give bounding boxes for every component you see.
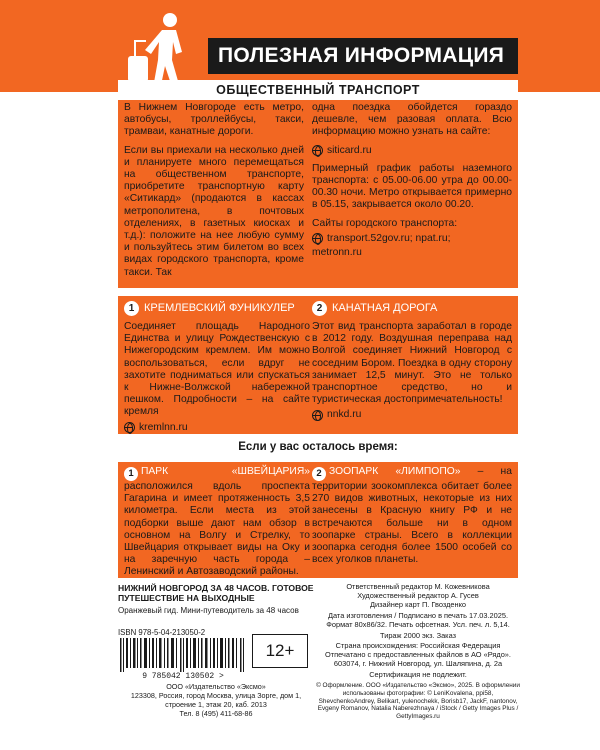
age-rating-badge: 12+ (252, 634, 308, 668)
imprint-line: Художественный редактор А. Гусев (357, 590, 479, 600)
globe-icon (312, 410, 323, 421)
imprint-line: Тираж 2000 экз. Заказ (380, 630, 456, 640)
globe-icon (312, 145, 323, 156)
metronn-link[interactable]: metronn.ru (312, 247, 362, 259)
isbn: ISBN 978-5-04-213050-2 (118, 628, 206, 637)
park-section (124, 466, 310, 585)
cable-car-title: КАНАТНАЯ ДОРОГА (332, 302, 438, 315)
imprint-line: Отпечатано с предоставленных файлов в АО «Рядо». 603074, г. Нижний Новгород, ул. Шаляпина, д. 2а (325, 650, 511, 669)
imprint-line: Дата изготовления / Подписано в печать 17.03.2025. Формат 80x86/32. Печать офсетная. Усл. печ. л. 5,14. (326, 610, 510, 629)
imprint-details (314, 583, 522, 723)
transport-link-row[interactable] (312, 233, 512, 245)
imprint-line: Ответственный редактор М. Кожевникова (346, 582, 490, 591)
siticard-link-row[interactable] (312, 145, 512, 157)
nnkd-link[interactable]: nnkd.ru (327, 409, 362, 421)
park-paragraph (124, 466, 310, 579)
funicular-text: Соединяет площадь Народного Единства и улицу Рождественскую с Нижегородским кремлем. Им можно воспользоваться, если вдруг не захотите подниматься или спускаться к Нижне-Волжской набережной пешком. Подробности – на сайте кремля (124, 321, 310, 418)
number-badge: 2 (312, 467, 326, 481)
number-badge: 1 (124, 467, 138, 481)
book-info (118, 583, 314, 616)
park-title: ПАРК «ШВЕЙЦАРИЯ» (141, 466, 310, 477)
extra-heading: Если у вас осталось время: (238, 441, 398, 453)
kremlnn-link[interactable]: kremlnn.ru (139, 421, 188, 433)
transport-left-column (124, 102, 304, 285)
zoo-title: ЗООПАРК «ЛИМПОПО» (329, 466, 461, 477)
header-band (0, 0, 600, 92)
publisher-name: ООО «Издательство «Эксмо» (166, 682, 266, 691)
imprint-line: Дизайнер карт П. Гвозденко (369, 599, 467, 609)
zoo-text: – на территории зоокомплекса обитает более 270 видов животных, некоторые из них занесены в Красную книгу РФ и не встречаются больше ни в одном зоопарке страны. Всего в коллекции зоопарка сегодня более 1500 особей со всех уголков планеты. (312, 466, 512, 566)
imprint-line: Сертификация не подлежит. (369, 670, 467, 680)
barcode (118, 638, 248, 672)
cable-car-text: Этот вид транспорта заработал в городе в 2012 году. Воздушная переправа над Волгой соединяет Нижний Новгород с соседним Бором. Поездка в одну сторону занимает 12,5 минут. Это не только транспортное средство, но и туристическая достопримечательность! (312, 321, 512, 406)
transport-right-column (312, 102, 512, 259)
zoo-paragraph (312, 466, 512, 566)
number-badge: 1 (124, 301, 139, 316)
transport-heading: ОБЩЕСТВЕННЫЙ ТРАНСПОРТ (118, 80, 518, 100)
globe-icon (312, 233, 323, 244)
funicular-heading (124, 301, 310, 316)
globe-icon (124, 422, 135, 433)
page-title: ПОЛЕЗНАЯ ИНФОРМАЦИЯ (208, 38, 518, 74)
left-margin (0, 92, 118, 750)
transport-sites-label: Сайты городского транспорта: (312, 217, 458, 229)
transport-schedule: Примерный график работы наземного транспорта: с 05.00-06.00 утра до 00.00-00.30 ночи. Метро открывается примерно в 05.15, закрывается около 00.20. (312, 162, 512, 211)
publisher-phone: Тел. 8 (495) 411-68-86 (179, 708, 253, 718)
funicular-section (124, 301, 310, 440)
book-subtitle: Оранжевый гид. Мини-путеводитель за 48 часов (118, 606, 299, 615)
publisher-info (118, 683, 314, 719)
book-title: НИЖНИЙ НОВГОРОД ЗА 48 ЧАСОВ. ГОТОВОЕ ПУТЕШЕСТВИЕ НА ВЫХОДНЫЕ (118, 583, 314, 603)
funicular-title: КРЕМЛЕВСКИЙ ФУНИКУЛЕР (144, 302, 295, 315)
transport-link[interactable]: transport.52gov.ru; npat.ru; (327, 232, 451, 244)
siticard-link[interactable]: siticard.ru (327, 144, 372, 156)
right-margin (518, 92, 600, 750)
divider (118, 288, 518, 296)
kremlnn-link-row[interactable] (124, 422, 310, 434)
park-text: расположился вдоль проспекта Гагарина и имеет протяженность 3,5 километра. Если места из этой подборки выше дают нам обзор в основном на Волгу и Стрелку, то Швейцария открывает виды на Оку и на заречную часть города – Ленинский и Автозаводский районы. (124, 481, 310, 578)
number-badge: 2 (312, 301, 327, 316)
transport-paragraph-1: В Нижнем Новгороде есть метро, автобусы, троллейбусы, такси, трамваи, канатные дороги. (124, 102, 304, 138)
zoo-section (312, 466, 512, 572)
cable-car-heading (312, 301, 512, 316)
photo-credits: © Оформление. ООО «Издательство «Эксмо», 2025. В оформлении использованы фотографии: © LeniKovalena, ppi58, ShevchenkoAndrey, Belikart, yulenochekk, Borisb17, JackF, nantonov, Evgeny Romanov, Natalia Naberezhnaya / iStock / Getty Images Plus / GettyImages.ru (316, 682, 520, 721)
cable-car-section (312, 301, 512, 428)
barcode-number: 9 785042 130502 > (142, 672, 224, 681)
imprint-line: Страна происхождения: Российская Федерация (335, 641, 501, 651)
publisher-address: 123308, Россия, город Москва, улица Зорге, дом 1, строение 1, этаж 20, каб. 2013 (130, 690, 302, 709)
nnkd-link-row[interactable] (312, 409, 512, 421)
transport-paragraph-2: Если вы приехали на несколько дней и планируете много перемещаться на общественном транспорте, приобретите транспортную карту «Ситикард» (продаются в кассах метрополитена, в почтовых отделениях, в газетных киосках и т.д.): положите на нее любую сумму и пользуйтесь этим билетом во всех видах городского транспорта, кроме такси. Так (124, 144, 304, 278)
transport-paragraph-3: одна поездка обойдется гораздо дешевле, чем разовая оплата. Всю информацию можно узнать на сайте: (312, 102, 512, 138)
